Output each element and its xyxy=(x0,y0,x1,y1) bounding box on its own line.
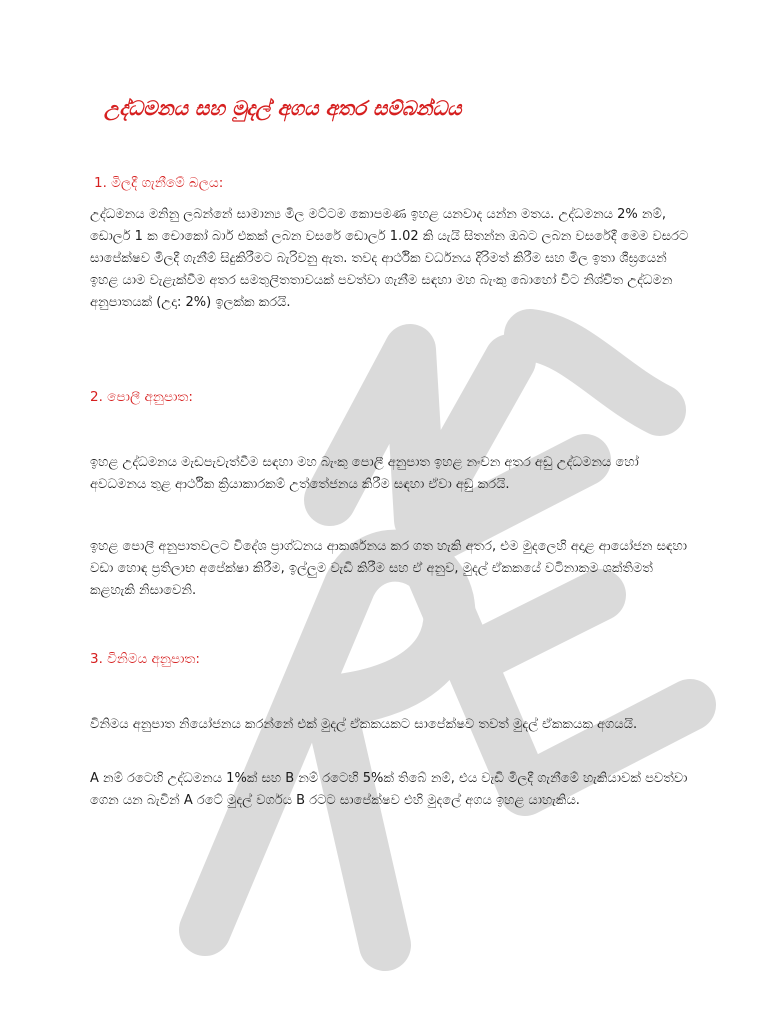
paragraph-interest-rates-2: ඉහළ පොලී අනුපාතවලට විදේශ ප්‍රාග්ධනය ආකර්ශනය කර ගත හැකි අතර, එම මුදලෙහි අදාළ ආයෝජන සඳහා වඩා හොඳ ප්‍රතිලාභ අපේක්ෂා කිරීම, ඉල්ලුම වැඩි කිරීම සහ ඒ අනුව, මුදල් ඒකකයේ වටිනාකම ශක්තිමත් කළහැකි නිසාවෙනි. xyxy=(90,539,688,598)
paragraph-exchange-rates-2: A නම් රටෙහි උද්ධමනය 1%ක් සහ B නම් රටෙහි 5%ක් තිබේ නම්, එය වැඩි මිලදී ගැනීමේ හැකියාවක් පවත්වා ගෙන යන බැවින් A රටේ මුදල් වර්ගය B රටට සාපේක්ෂව එහි මුදලේ අගය ඉහළ යාහැකිය. xyxy=(90,771,688,808)
section-heading-exchange-rates: 3. විනිමය අනුපාත: xyxy=(90,651,200,667)
paragraph-purchasing-power: උද්ධමනය මනිනු ලබන්නේ සාමාන්‍ය මිල මට්ටම කොපමණ ඉහළ යනවාද යන්න මතය. උද්ධමනය 2% නම්, ඩොලර් 1 ක චොකෝ බාර් එකක් ලබන වසරේ ඩොලර් 1.02 කි යැයි සිතන්න ඔබට ලබන වසරේදී මෙම වසරට සාපේක්ෂව මිලදී ගැනීම් සිදුකිරීමට බැරිවනු ඇත. තවද ආර්ථික වර්ධනය දිරිමත් කිරීම සහ මිල ඉතා ශීඝ්‍රයෙන් ඉහළ යාම වැළැක්වීම අතර සමතුලිතතාවයක් පවත්වා ගැනීම සඳහා මහ බැංකු බොහෝ විට නිශ්චිත උද්ධමන අනුපාතයක් (උදා: 2%) ඉලක්ක කරයි. xyxy=(90,207,689,310)
paragraph-exchange-rates-1: විනිමය අනුපාත නියෝජනය කරන්නේ එක් මුදල් ඒකකයකට සාපේක්ෂව තවත් මුදල් ඒකකයක අගයයි. xyxy=(90,717,638,732)
section-heading-interest-rates: 2. පොලී අනුපාත: xyxy=(90,389,193,405)
page-title: උද්ධමනය සහ මුදල් අගය අතර සම්බන්ධය xyxy=(104,96,462,120)
paragraph-interest-rates-1: ඉහළ උද්ධමනය මැඩපැවැත්වීම සඳහා මහ බැංකු පොලී අනුපාත ඉහළ නංවන අතර අඩු උද්ධමනය හෝ අවධමනය තුළ ආර්ථික ක්‍රියාකාරකම් උත්තේජනය කිරීම සඳහා ඒවා අඩු කරයි. xyxy=(90,455,639,492)
section-heading-purchasing-power: 1. මිලදී ගැනීමේ බලය: xyxy=(94,175,224,191)
